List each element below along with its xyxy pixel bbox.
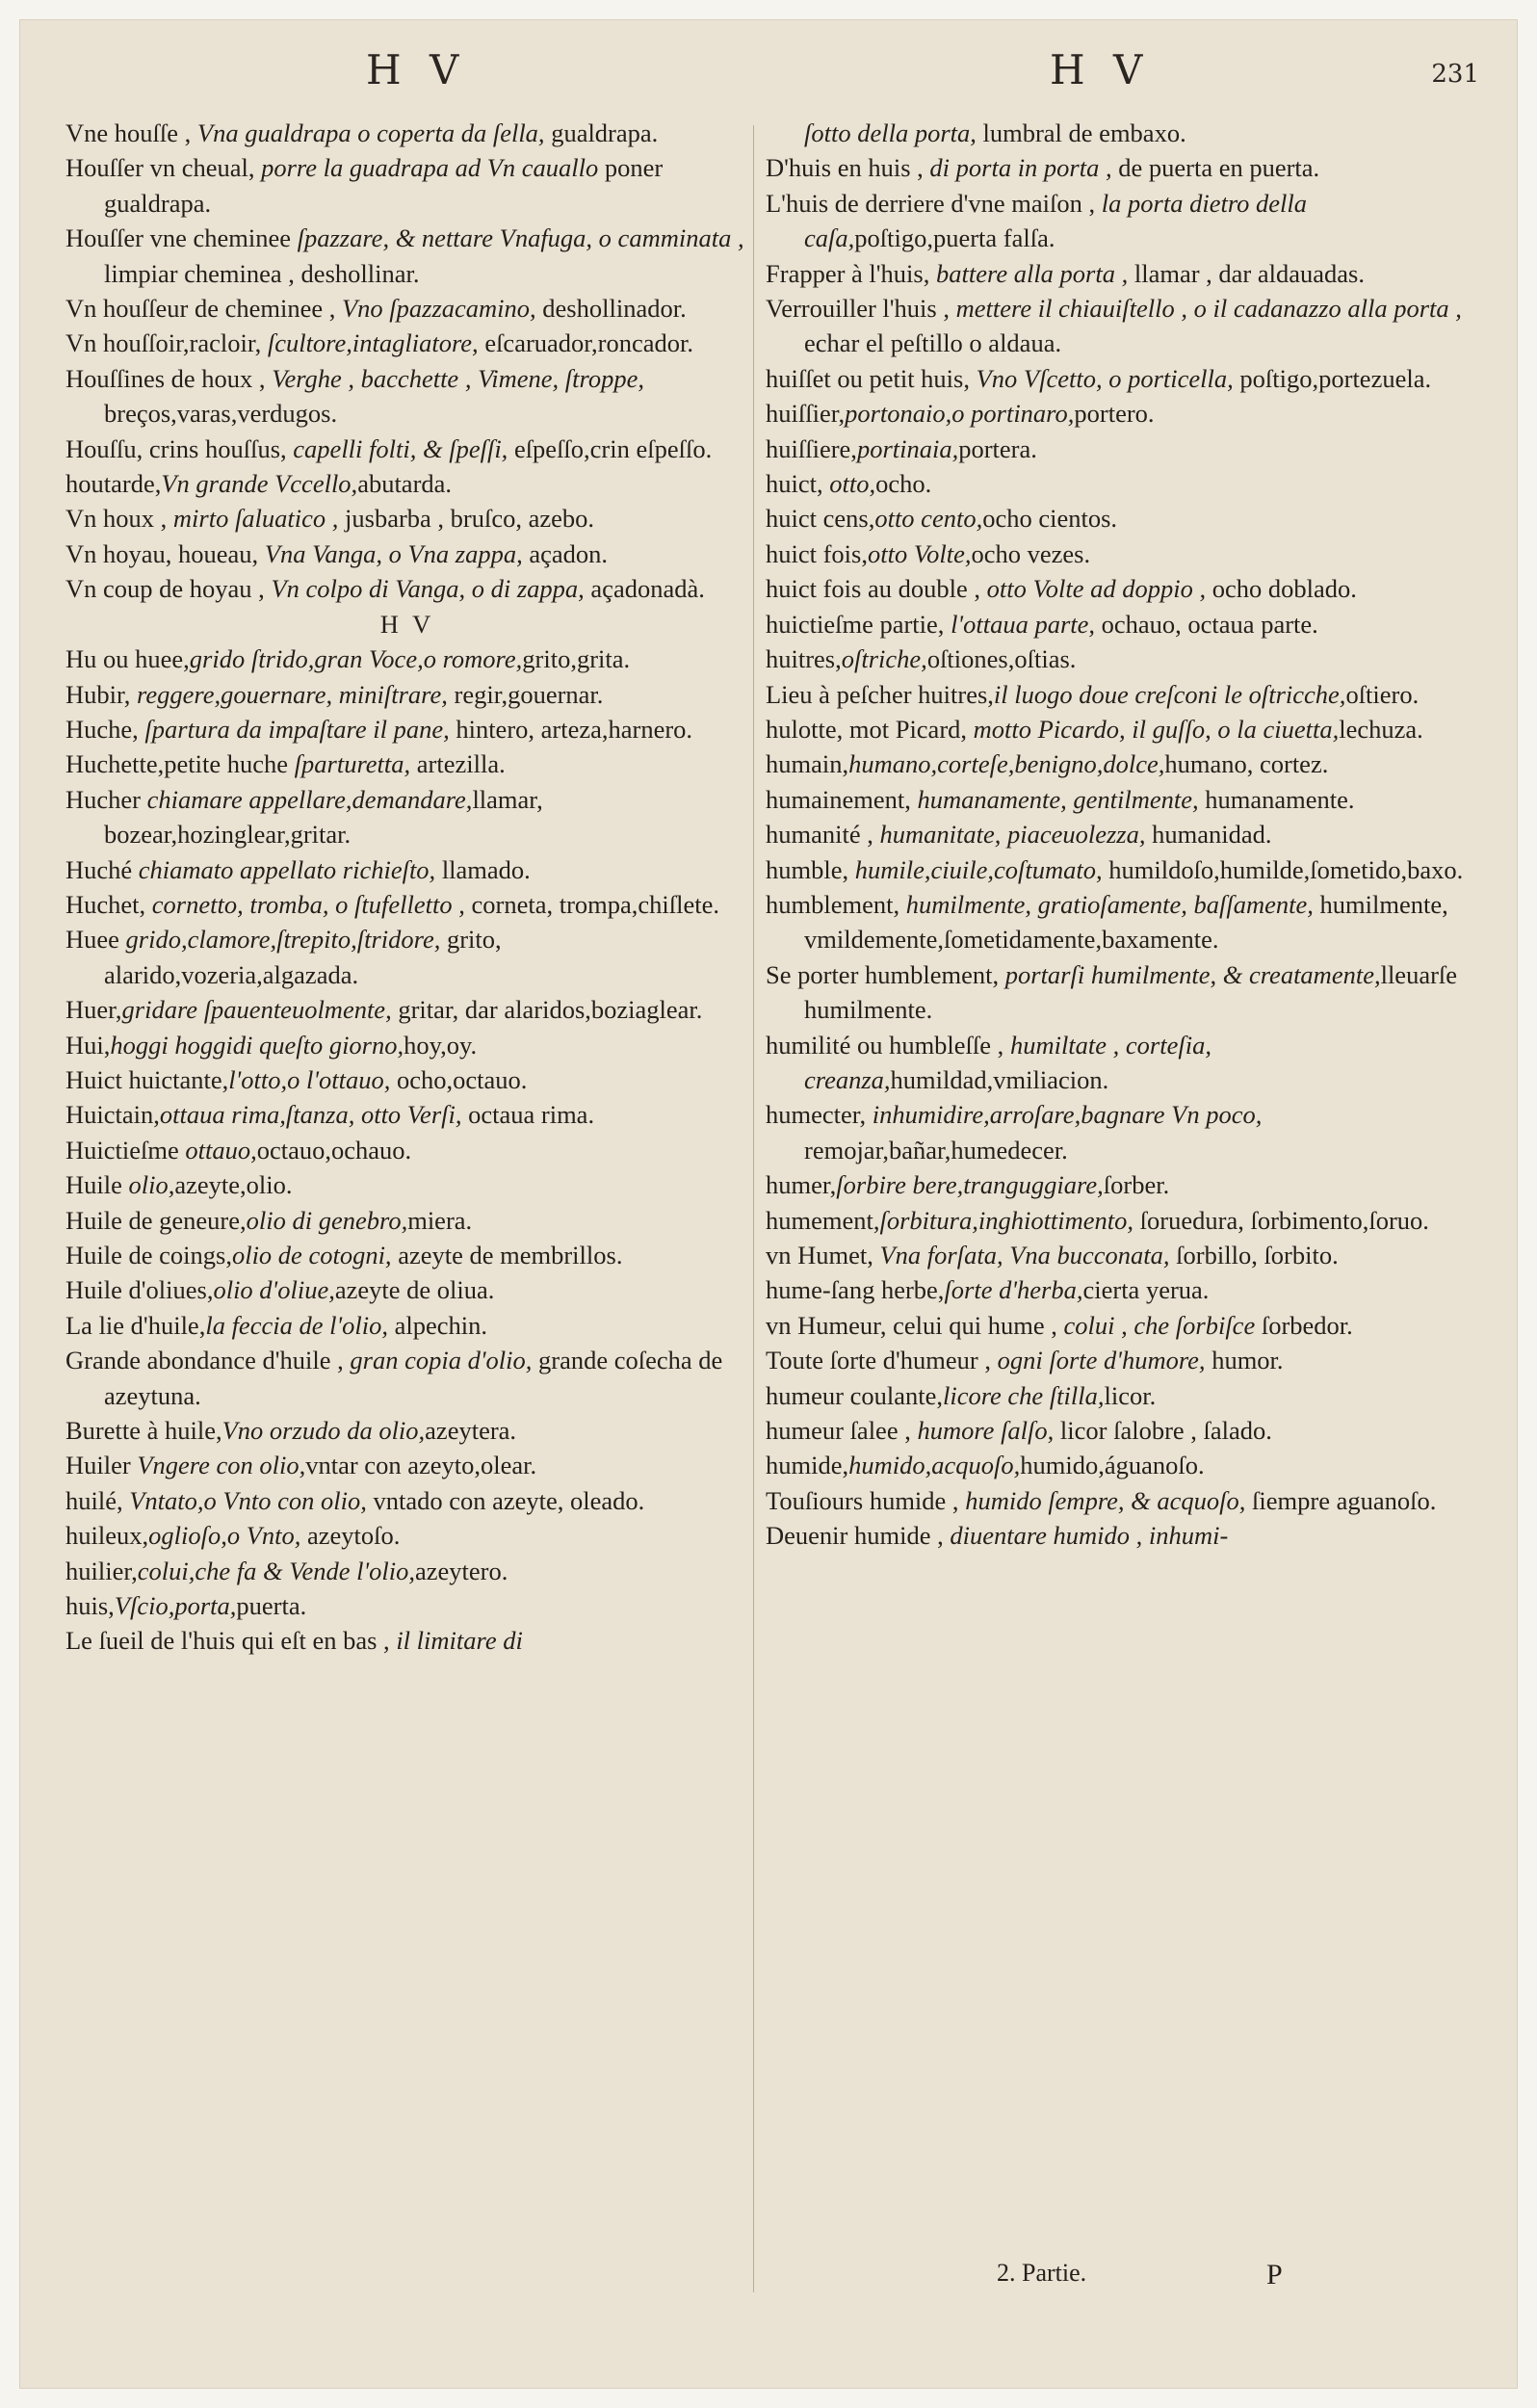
french-headword: Vn hoyau, houeau,: [65, 538, 265, 568]
italian-translation: humido,acquoſo,: [848, 1451, 1021, 1480]
spanish-translation: artezilla.: [410, 749, 506, 779]
spanish-translation: regir,gouernar.: [447, 679, 604, 709]
dictionary-entry: [766, 571, 1478, 606]
spanish-translation: oſtiones,oſtias.: [926, 644, 1077, 674]
french-headword: Huict huictante,: [65, 1064, 229, 1094]
french-headword: Vn houſſoir,racloir,: [65, 328, 268, 358]
french-headword: Hu ou huee,: [65, 644, 190, 674]
french-headword: humeur ſalee ,: [766, 1416, 918, 1446]
french-headword: Huche,: [65, 714, 145, 744]
italian-translation: Vna forſata, Vna bucconata,: [879, 1241, 1170, 1269]
spanish-translation: jusbarba , bruſco, azebo.: [338, 504, 595, 534]
spanish-translation: humildad,vmiliacion.: [890, 1064, 1109, 1094]
italian-translation: chiamare appellare,demandare,: [146, 784, 473, 814]
spanish-translation: humanidad.: [1145, 820, 1272, 850]
spanish-translation: de puerta en puerta.: [1111, 153, 1320, 183]
dictionary-entry: [766, 432, 1478, 466]
dictionary-entry: [65, 150, 749, 221]
spanish-translation: octaua rima.: [461, 1100, 595, 1130]
dictionary-entry: [766, 1378, 1478, 1413]
spanish-translation: oſtiero.: [1345, 679, 1420, 709]
french-headword: D'huis en huis ,: [766, 153, 930, 183]
italian-translation: inhumidire,arroſare,bagnare Vn poco,: [872, 1100, 1263, 1130]
dictionary-entry: [766, 1343, 1478, 1377]
spanish-translation: ocho.: [875, 469, 932, 499]
spanish-translation: grito,grita.: [522, 644, 631, 674]
italian-translation: gran copia d'olio,: [350, 1346, 533, 1375]
spanish-translation: humanamente.: [1198, 784, 1355, 814]
french-headword: Burette à huile,: [65, 1416, 222, 1446]
french-headword: humeur coulante,: [766, 1380, 943, 1410]
italian-translation: Vſcio,porta,: [114, 1591, 237, 1621]
spanish-translation: grande coſecha de azeytuna.: [104, 1346, 723, 1410]
italian-translation: ſpartura da impaſtare il pane,: [144, 714, 450, 744]
dictionary-entry: [65, 1203, 749, 1238]
spanish-translation: azeyte de membrillos.: [391, 1241, 623, 1269]
dictionary-entry: [766, 1028, 1478, 1098]
dictionary-entry: [766, 677, 1478, 712]
page-header: [19, 46, 1518, 114]
spanish-translation: echar el peſtillo o aldaua.: [804, 328, 1062, 358]
french-headword: Huché: [65, 854, 139, 884]
french-headword: La lie d'huile,: [65, 1310, 206, 1340]
italian-translation: Verghe , bacchette , Vimene, ſtroppe,: [272, 363, 644, 393]
italian-translation: ſcultore,intagliatore,: [267, 328, 479, 358]
italian-translation: la porta dietro della caſa,: [804, 188, 1308, 253]
spanish-translation: deshollinador.: [535, 294, 687, 324]
column-divider: [753, 125, 754, 2292]
italian-translation: portarſi humilmente, & creatamente,: [1004, 959, 1381, 989]
french-headword: Huiler: [65, 1451, 138, 1480]
dictionary-entry: [766, 1272, 1478, 1307]
spanish-translation: abutarda.: [357, 469, 453, 499]
italian-translation: ottauo,: [185, 1135, 257, 1165]
italian-translation: Vn grande Vccello,: [161, 469, 358, 499]
spanish-translation: remojar,bañar,humedecer.: [804, 1135, 1068, 1165]
french-headword: Houſſines de houx ,: [65, 363, 273, 393]
dictionary-entry: [766, 852, 1478, 887]
spanish-translation: azeyte,olio.: [174, 1170, 293, 1200]
spanish-translation: octauo,ochauo.: [256, 1135, 412, 1165]
dictionary-entry: [65, 1413, 749, 1448]
spanish-translation: ſorber.: [1103, 1170, 1170, 1200]
dictionary-entry: [65, 1272, 749, 1307]
dictionary-entry: [766, 361, 1478, 396]
french-headword: houtarde,: [65, 469, 162, 499]
dictionary-entry: [766, 291, 1478, 361]
dictionary-entry: [766, 1097, 1478, 1167]
french-headword: huiſſiere,: [766, 433, 857, 463]
dictionary-entry: [766, 712, 1478, 746]
part-label: 2. Partie.: [997, 2259, 1087, 2287]
french-headword: L'huis de derriere d'vne maiſon ,: [766, 188, 1102, 218]
french-headword: hulotte, mot Picard,: [766, 714, 974, 744]
spanish-translation: gualdrapa.: [544, 118, 659, 147]
french-headword: huiſſier,: [766, 399, 846, 429]
spanish-translation: poſtigo,portezuela.: [1233, 363, 1432, 393]
spanish-translation: ocho doblado.: [1206, 574, 1357, 604]
italian-translation: otto Volte,: [868, 538, 972, 568]
french-headword: Houſſer vn cheual,: [65, 153, 262, 183]
french-headword: Vn coup de hoyau ,: [65, 574, 272, 604]
dictionary-entry: [766, 887, 1478, 957]
spanish-translation: licor.: [1104, 1380, 1157, 1410]
dictionary-entry: [65, 501, 749, 536]
spanish-translation: ocho,octauo.: [390, 1064, 528, 1094]
dictionary-entry: [766, 396, 1478, 431]
french-headword: huict,: [766, 469, 830, 499]
italian-translation: grido,clamore,ſtrepito,ſtridore,: [125, 925, 441, 955]
spanish-translation: ſorbedor.: [1255, 1310, 1353, 1340]
italian-translation: hoggi hoggidi queſto giorno,: [110, 1030, 404, 1060]
dictionary-entry: [65, 116, 749, 150]
french-headword: Frapper à l'huis,: [766, 258, 936, 288]
french-headword: huict fois au double ,: [766, 574, 987, 604]
dictionary-entry: [65, 1554, 749, 1588]
spanish-translation: ſiempre aguanoſo.: [1245, 1485, 1437, 1515]
italian-translation: oglioſo,o Vnto,: [148, 1521, 301, 1551]
dictionary-entry: [65, 326, 749, 360]
french-headword: huileux,: [65, 1521, 149, 1551]
spanish-translation: portero.: [1074, 399, 1155, 429]
dictionary-entry: [65, 1588, 749, 1623]
dictionary-entry: [65, 677, 749, 712]
italian-translation: grido ſtrido,gran Voce,o romore,: [189, 644, 523, 674]
italian-translation: olio d'oliue,: [213, 1275, 335, 1305]
italian-translation: portinaia,: [856, 433, 959, 463]
italian-translation: ſparturetta,: [294, 749, 411, 779]
spanish-translation: ocho cientos.: [982, 504, 1118, 534]
french-headword: Se porter humblement,: [766, 959, 1005, 989]
french-headword: Grande abondance d'huile ,: [65, 1346, 351, 1375]
french-headword: humblement,: [766, 889, 906, 919]
spanish-translation: ſoruedura, ſorbimento,ſoruo.: [1133, 1205, 1429, 1235]
italian-translation: diuentare humido , inhumi-: [950, 1521, 1229, 1551]
italian-translation: ſotto della porta,: [804, 118, 977, 147]
spanish-translation: llamar, bozear,hozinglear,gritar.: [104, 784, 543, 850]
italian-translation: Vno ſpazzacamino,: [341, 294, 536, 324]
italian-translation: ſorbitura,inghiottimento,: [879, 1205, 1134, 1235]
dictionary-entry: [65, 1133, 749, 1167]
french-headword: Lieu à peſcher huitres,: [766, 679, 994, 709]
dictionary-entry: [65, 1518, 749, 1553]
spanish-translation: vntado con azeyte, oleado.: [366, 1485, 645, 1515]
spanish-translation: eſcaruador,roncador.: [478, 328, 694, 358]
italian-translation: portonaio,o portinaro,: [845, 399, 1075, 429]
italian-translation: l'otto,o l'ottauo,: [228, 1064, 391, 1094]
italian-translation: humanitate, piaceuolezza,: [879, 820, 1146, 850]
french-headword: huis,: [65, 1591, 115, 1621]
french-headword: vn Humeur, celui qui hume ,: [766, 1310, 1064, 1340]
spanish-translation: ſorbillo, ſorbito.: [1169, 1241, 1339, 1269]
spanish-translation: azeyte de oliua.: [334, 1275, 495, 1305]
italian-translation: humilmente, gratioſamente, baſſamente,: [905, 889, 1314, 919]
french-headword: vn Humet,: [766, 1241, 880, 1269]
italian-translation: capelli folti, & ſpeſſi,: [293, 433, 508, 463]
french-headword: Toute ſorte d'humeur ,: [766, 1346, 998, 1375]
french-headword: Hui,: [65, 1030, 111, 1060]
spanish-translation: humido,águanoſo.: [1020, 1451, 1205, 1480]
dictionary-entry: [766, 116, 1478, 150]
dictionary-entry: [766, 466, 1478, 501]
french-headword: hume-ſang herbe,: [766, 1275, 945, 1305]
french-headword: Touſiours humide ,: [766, 1485, 966, 1515]
french-headword: Houſſu, crins houſſus,: [65, 433, 294, 463]
french-headword: Le ſueil de l'huis qui eſt en bas ,: [65, 1626, 397, 1656]
italian-translation: di porta in porta ,: [929, 153, 1112, 183]
french-headword: Huile de geneure,: [65, 1205, 247, 1235]
dictionary-entry: [65, 887, 749, 922]
italian-translation: ſorbire bere,tranguggiare,: [836, 1170, 1104, 1200]
left-column: [65, 116, 749, 1659]
dictionary-entry: [766, 746, 1478, 781]
french-headword: Huchet,: [65, 889, 152, 919]
french-headword: humide,: [766, 1451, 849, 1480]
italian-translation: cornetto, tromba, o ſtufelletto ,: [151, 889, 465, 919]
french-headword: huict fois,: [766, 538, 868, 568]
dictionary-entry: [65, 1343, 749, 1413]
italian-translation: Vno orzudo da olio,: [221, 1416, 426, 1446]
italian-translation: gridare ſpauenteuolmente,: [121, 995, 392, 1025]
french-headword: Huictieſme: [65, 1135, 186, 1165]
spanish-translation: lumbral de embaxo.: [976, 118, 1186, 147]
french-headword: huitres,: [766, 644, 842, 674]
spanish-translation: grito, alarido,vozeria,algazada.: [104, 925, 502, 989]
dictionary-entry: [65, 1483, 749, 1518]
dictionary-entry: [65, 782, 749, 852]
dictionary-entry: [65, 922, 749, 992]
italian-translation: mettere il chiauiſtello , o il cadanazzo alla porta ,: [955, 294, 1462, 324]
dictionary-entry: [766, 782, 1478, 817]
italian-translation: otto cento,: [874, 504, 983, 534]
french-headword: Hucher: [65, 784, 147, 814]
italian-translation: ottaua rima,ſtanza, otto Verſi,: [159, 1100, 462, 1130]
spanish-translation: licor ſalobre , ſalado.: [1054, 1416, 1272, 1446]
dictionary-entry: [65, 221, 749, 291]
spanish-translation: eſpeſſo,crin eſpeſſo.: [508, 433, 713, 463]
dictionary-entry: [65, 746, 749, 781]
italian-translation: humiltate , corteſia, creanza,: [804, 1030, 1211, 1094]
italian-translation: humido ſempre, & acquoſo,: [965, 1485, 1246, 1515]
spanish-translation: hoy,oy.: [404, 1030, 478, 1060]
italian-translation: ſpazzare, & nettare Vnafuga, o camminata ,: [297, 223, 744, 253]
italian-translation: colui , che ſorbiſce: [1063, 1310, 1256, 1340]
dictionary-entry: [766, 1483, 1478, 1518]
italian-translation: ſorte d'herba,: [944, 1275, 1083, 1305]
dictionary-entry: [65, 1097, 749, 1132]
italian-translation: Vntato,o Vnto con olio,: [129, 1485, 367, 1515]
right-column: [766, 116, 1478, 1554]
french-headword: huict cens,: [766, 504, 875, 534]
spanish-translation: azeytera.: [425, 1416, 517, 1446]
french-headword: humainement,: [766, 784, 918, 814]
dictionary-entry: [766, 817, 1478, 851]
italian-translation: Vna Vanga, o Vna zappa,: [264, 538, 523, 568]
spanish-translation: corneta, trompa,chiſlete.: [464, 889, 720, 919]
dictionary-entry: [65, 1028, 749, 1062]
spanish-translation: açadonadà.: [584, 574, 705, 604]
spanish-translation: azeytero.: [415, 1556, 508, 1585]
french-headword: Huictain,: [65, 1100, 160, 1130]
italian-translation: il limitare di: [396, 1626, 523, 1656]
dictionary-entry: [65, 1623, 749, 1658]
dictionary-entry: [766, 501, 1478, 536]
spanish-translation: llamado.: [435, 854, 531, 884]
dictionary-entry: [766, 537, 1478, 571]
french-headword: Huchette,petite huche: [65, 749, 295, 779]
french-headword: huictieſme partie,: [766, 609, 951, 639]
spanish-translation: humilmente, vmildemente,ſometidamente,baxamente.: [804, 889, 1448, 955]
french-headword: humement,: [766, 1205, 880, 1235]
italian-translation: humano,corteſe,benigno,dolce,: [848, 749, 1165, 779]
spanish-translation: limpiar cheminea , deshollinar.: [104, 258, 420, 288]
french-headword: Vne houſſe ,: [65, 118, 197, 147]
spanish-translation: ocho vezes.: [971, 538, 1091, 568]
spanish-translation: lleuarſe humilmente.: [804, 959, 1458, 1025]
dictionary-entry: [65, 641, 749, 676]
french-headword: Huer,: [65, 995, 122, 1025]
dictionary-entry: [65, 992, 749, 1027]
dictionary-entry: [766, 256, 1478, 291]
italian-translation: olio di genebro,: [246, 1205, 408, 1235]
spanish-translation: gritar, dar alaridos,boziaglear.: [391, 995, 703, 1025]
running-head-right: H V: [1050, 46, 1151, 93]
dictionary-entry: [766, 1448, 1478, 1482]
italian-translation: Vna gualdrapa o coperta da ſella,: [196, 118, 545, 147]
italian-translation: olio de cotogni,: [231, 1241, 392, 1269]
french-headword: humain,: [766, 749, 849, 779]
spanish-translation: hintero, arteza,harnero.: [449, 714, 693, 744]
dictionary-entry: [65, 537, 749, 571]
italian-translation: humore ſalſo,: [917, 1416, 1055, 1446]
spanish-translation: ochauo, octaua parte.: [1095, 609, 1318, 639]
dictionary-entry: [65, 1448, 749, 1482]
spanish-translation: poſtigo,puerta falſa.: [854, 223, 1055, 253]
dictionary-page: [19, 19, 1518, 2389]
signature-mark: P: [1266, 2259, 1283, 2290]
dictionary-entry: [766, 641, 1478, 676]
spanish-translation: humano, cortez.: [1164, 749, 1329, 779]
italian-translation: Vngere con olio,: [137, 1451, 306, 1480]
italian-translation: olio,: [128, 1170, 175, 1200]
italian-translation: oſtriche,: [841, 644, 927, 674]
french-headword: huilé,: [65, 1485, 130, 1515]
italian-translation: humanamente, gentilmente,: [917, 784, 1199, 814]
dictionary-entry: [766, 1518, 1478, 1553]
dictionary-entry: [65, 852, 749, 887]
french-headword: Vn houſſeur de cheminee ,: [65, 294, 342, 324]
section-heading: H V: [379, 609, 435, 639]
italian-translation: il luogo doue creſconi le oſtricche,: [993, 679, 1346, 709]
spanish-translation: cierta yerua.: [1082, 1275, 1210, 1305]
italian-translation: mirto ſaluatico ,: [172, 504, 339, 534]
dictionary-entry: [766, 1203, 1478, 1238]
french-headword: huiſſet ou petit huis,: [766, 363, 977, 393]
french-headword: Huile: [65, 1170, 129, 1200]
italian-translation: humile,ciuile,coſtumato,: [854, 854, 1103, 884]
italian-translation: reggere,gouernare, miniſtrare,: [137, 679, 448, 709]
spanish-translation: breços,varas,verdugos.: [104, 399, 338, 429]
spanish-translation: vntar con azeyto,olear.: [305, 1451, 537, 1480]
italian-translation: colui,che fa & Vende l'olio,: [137, 1556, 416, 1585]
italian-translation: Vn colpo di Vanga, o di zappa,: [271, 574, 585, 604]
italian-translation: ogni ſorte d'humore,: [997, 1346, 1206, 1375]
spanish-translation: portera.: [958, 433, 1037, 463]
french-headword: huilier,: [65, 1556, 138, 1585]
italian-translation: porre la guadrapa ad Vn cauallo: [261, 153, 599, 183]
dictionary-entry: [65, 291, 749, 326]
spanish-translation: humor.: [1205, 1346, 1284, 1375]
italian-translation: chiamato appellato richieſto,: [138, 854, 436, 884]
dictionary-entry: [766, 1413, 1478, 1448]
dictionary-entry: [766, 1167, 1478, 1202]
spanish-translation: alpechin.: [387, 1310, 487, 1340]
french-headword: Huile de coings,: [65, 1241, 232, 1269]
italian-translation: Vno Vſcetto, o porticella,: [976, 363, 1234, 393]
dictionary-entry: [65, 432, 749, 466]
dictionary-entry: [65, 1167, 749, 1202]
spanish-translation: humildoſo,humilde,ſometido,baxo.: [1102, 854, 1464, 884]
french-headword: Huee: [65, 925, 126, 955]
italian-translation: licore che ſtilla,: [942, 1380, 1105, 1410]
spanish-translation: poner gualdrapa.: [104, 153, 664, 218]
french-headword: humecter,: [766, 1100, 873, 1130]
dictionary-entry: [65, 361, 749, 432]
french-headword: Deuenir humide ,: [766, 1521, 951, 1551]
spanish-translation: lechuza.: [1339, 714, 1423, 744]
italian-translation: motto Picardo, il guſſo, o la ciuetta,: [973, 714, 1340, 744]
spanish-translation: llamar , dar aldauadas.: [1128, 258, 1365, 288]
french-headword: Houſſer vne cheminee: [65, 223, 298, 253]
spanish-translation: azeytoſo.: [300, 1521, 401, 1551]
french-headword: Verrouiller l'huis ,: [766, 294, 956, 324]
french-headword: humer,: [766, 1170, 837, 1200]
dictionary-entry: [766, 1238, 1478, 1272]
italian-translation: otto Volte ad doppio ,: [986, 574, 1207, 604]
french-headword: Huile d'oliues,: [65, 1275, 214, 1305]
italian-translation: la feccia de l'olio,: [205, 1310, 388, 1340]
spanish-translation: miera.: [407, 1205, 473, 1235]
french-headword: humanité ,: [766, 820, 880, 850]
spanish-translation: açadon.: [522, 538, 609, 568]
french-headword: humble,: [766, 854, 855, 884]
italian-translation: otto,: [829, 469, 876, 499]
french-headword: Hubir,: [65, 679, 138, 709]
dictionary-entry: [65, 1238, 749, 1272]
dictionary-entry: [65, 1308, 749, 1343]
page-number: 231: [1431, 60, 1479, 89]
italian-translation: battere alla porta ,: [936, 258, 1129, 288]
spanish-translation: puerta.: [236, 1591, 307, 1621]
dictionary-entry: [65, 1062, 749, 1097]
dictionary-entry: [65, 571, 749, 606]
dictionary-entry: [65, 466, 749, 501]
dictionary-entry: [766, 150, 1478, 185]
running-head-left: H V: [366, 46, 467, 93]
dictionary-entry: [766, 957, 1478, 1028]
dictionary-entry: [766, 1308, 1478, 1343]
dictionary-entry: [766, 186, 1478, 256]
french-headword: humilité ou humbleſſe ,: [766, 1030, 1010, 1060]
dictionary-entry: [65, 712, 749, 746]
dictionary-entry: [766, 607, 1478, 641]
italian-translation: l'ottaua parte,: [951, 609, 1096, 639]
french-headword: Vn houx ,: [65, 504, 173, 534]
